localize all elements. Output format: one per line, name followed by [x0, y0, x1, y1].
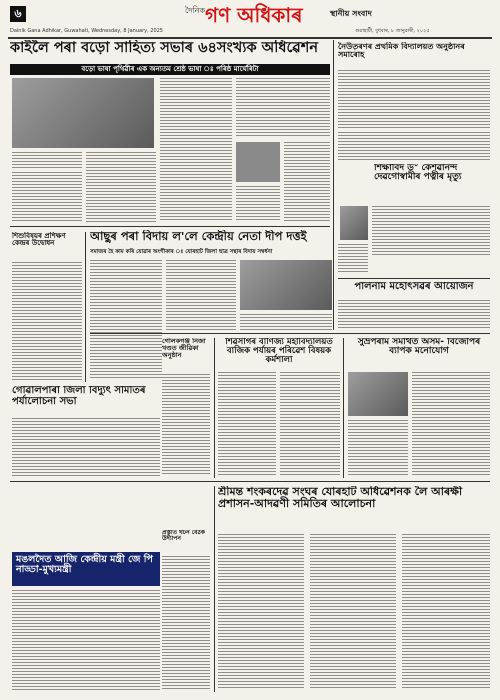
right-top-body [338, 70, 490, 128]
second-body-col-2 [166, 260, 236, 330]
obituary-headline: শিক্ষাবিদ ড° কেশৱানন্দ দেৱগোস্বামীৰ পত্নীৰ মৃত্যু [374, 164, 462, 183]
lead-headline: কাইলৈ পৰা বড়ো সাহিত্য সভাৰ ৬৪সংখ্যক অধিৱেশন [10, 40, 319, 56]
second-photo [240, 260, 332, 310]
obituary-body-2 [338, 244, 368, 274]
middle-right-photo [348, 372, 408, 416]
middle-band-rule [90, 333, 490, 334]
date-line: গুৱাহাটী, বুধবাৰ, ৮ জানুৱাৰী, ২০২৫ [355, 28, 430, 34]
left-col-headline: শিশুবিষয়ৰ প্ৰশিক্ষণ কেন্দ্ৰৰ উদ্বোধন [12, 232, 66, 248]
middle-headline-right: সুভ্ৰপৰাম সমৰ্থিত অসম- বিজেপিৰ ব্যাপক মনোযোগ [357, 338, 481, 357]
lead-body-col-5 [284, 142, 330, 222]
lead-caption-text [12, 152, 82, 168]
middle-headline-center: শিৱসাগৰ বাণিজ্য মহাবিদ্যালয়ত বাজিক পৰ্যায়ৰ পৰিৱেশ বিষয়ক কৰ্মশালা [225, 338, 333, 365]
second-body-col-1 [90, 260, 162, 380]
second-subhead: সমাজৰ হৈ কাম কৰি যোৱাৰ অংগীকাৰ ঃ যোৰহাট জিলা ছাত্ৰ সন্থাৰ বিদায় সম্বৰ্ধনা [90, 249, 273, 255]
column-divider-right [333, 40, 334, 330]
middle-headline-narrow: গোলকগঞ্জ নিজা খণ্ডত জীৱিকা অনুষ্ঠান [162, 338, 206, 359]
second-body-col-3 [240, 314, 332, 330]
left-col-body [12, 262, 82, 380]
middle-headline-left: গোৱালপাৰা জিলা বিদ্যুৎ সমিতিৰ পৰ্যালোচনা সভা [12, 386, 146, 407]
lead-body-col-2 [86, 152, 156, 222]
right-mid-body [338, 300, 490, 330]
lead-body-col-3 [160, 78, 232, 222]
masthead-title: গণ অধিকাৰ [205, 3, 303, 27]
right-mid-rule [338, 278, 490, 279]
lead-subhead: বড়ো ভাষা পৃথিৱীৰ এক অন্যতম শ্ৰেষ্ঠ ভাষা ঃ পৰিষ্ঠ মাৰ্ঘেৰিটা [10, 64, 330, 75]
lead-photo [12, 78, 154, 148]
second-headline: আছুৰ পৰা বিদায় ল'লে কেন্দ্ৰীয় নেতা দীপ দত্তই [90, 230, 307, 243]
left-col-divider [85, 232, 86, 382]
right-top-body-2 [338, 132, 490, 160]
bottom-rule [10, 481, 490, 482]
lead-body-col-1 [12, 172, 82, 222]
middle-narrow-body [162, 374, 210, 474]
bottom-left-body [12, 590, 160, 690]
bottom-right-col-2 [310, 534, 396, 690]
obituary-body [372, 206, 490, 256]
middle-center-body-2 [280, 372, 340, 476]
page-number: ৬ [10, 6, 26, 22]
bottom-narrow-divider [214, 486, 215, 692]
left-section-rule [10, 226, 330, 227]
middle-left-body [12, 418, 160, 476]
middle-center-body-1 [218, 372, 276, 476]
lead-body-col-4 [236, 78, 330, 138]
bottom-headline-narrow: প্ৰস্তুতি ঘটন বৈঠক উদ্যাপন [162, 530, 205, 543]
bottom-right-col-3 [402, 534, 490, 690]
masthead-title-prefix: দৈনিক [185, 6, 206, 15]
bottom-right-col-1 [218, 534, 304, 690]
right-mid-headline: পালনাম মহোৎসৱৰ আয়োজন [354, 282, 474, 292]
middle-right-body-2 [348, 420, 408, 476]
middle-right-body-1 [412, 372, 490, 476]
lead-photo-2 [236, 142, 280, 182]
bottom-headline-left: মঙলদৈত আজি কেন্দ্ৰীয় মন্ত্ৰী জে পি নাড্ডা-মুখ্যমন্ত্ৰী [12, 552, 160, 586]
section-label: স্থানীয় সংবাদ [330, 9, 372, 18]
masthead-rule [8, 37, 492, 39]
middle-narrow-divider [214, 338, 215, 478]
obituary-photo [340, 206, 368, 240]
masthead [0, 0, 500, 44]
bottom-narrow-body [162, 556, 210, 690]
bottom-headline-right: শ্ৰীমন্ত শংকৰদেৱ সংঘৰ যোৰহাট অধিৱেশনক লৈ আৰক্ষী প্ৰশাসন-আদৱণী সমিতিৰ আলোচনা [218, 486, 463, 510]
middle-right-divider [343, 338, 344, 478]
edition-line: Dainik Gana Adhikar, Guwahati, Wednesday, 8 January, 2025 [10, 28, 163, 34]
right-top-headline: নৈউ়তৰণৰ প্ৰথমিক বিদ্যালয়ত অনুষ্ঠানৰ সমাৰোহ [338, 42, 465, 60]
lead-body-col-6 [236, 186, 280, 222]
